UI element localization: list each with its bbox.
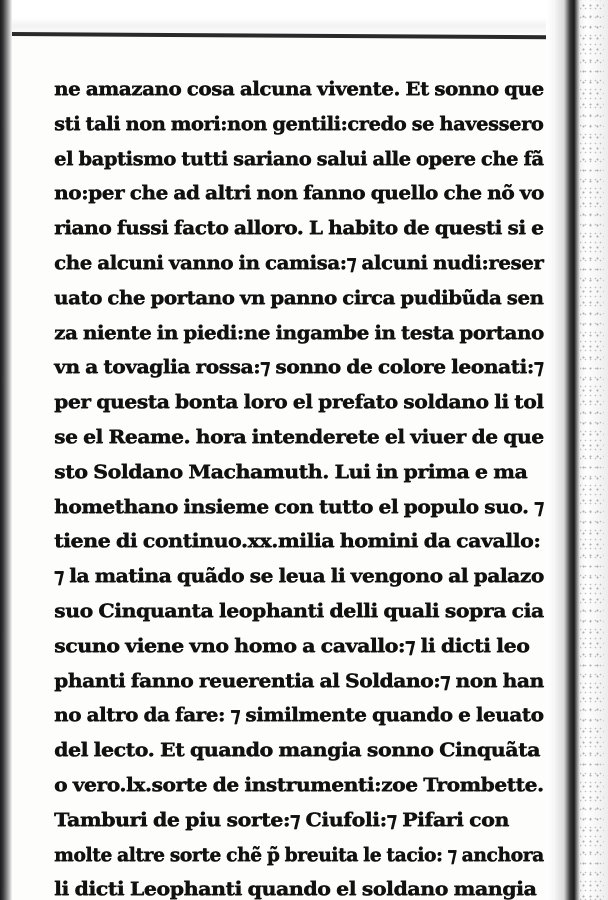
text-line: molte altre sorte chẽ p̃ breuita le tacio: ⁊ anchora xyxy=(54,843,544,866)
text-line: sti tali non mori:non gentili:credo se havessero xyxy=(54,112,544,135)
text-line: suo Cinquanta leophanti delli quali sopra cia xyxy=(54,599,544,622)
text-line: li dicti Leophanti quando el soldano mangia xyxy=(54,878,537,900)
text-line: no:per che ad altri non fanno quello che nõ vo xyxy=(54,182,544,205)
text-line: Tamburi de piu sorte:⁊ Ciufoli:⁊ Pifari con xyxy=(54,808,509,831)
left-binding-shadow xyxy=(0,0,12,900)
text-line: scuno viene vno homo a cavallo:⁊ li dicti leo xyxy=(54,634,530,657)
page-top-edge xyxy=(0,0,608,36)
text-line: per questa bonta loro el prefato soldano li tol xyxy=(54,391,544,414)
right-edge-speckle xyxy=(580,0,604,900)
text-line: ⁊ la matina quãdo se leua li vengono al palazo xyxy=(54,565,544,588)
text-line: o vero.lx.sorte de instrumenti:zoe Trombette. xyxy=(54,773,544,796)
text-line: phanti fanno reuerentia al Soldano:⁊ non han xyxy=(54,669,544,692)
text-line: riano fussi facto alloro. L habito de questi si e xyxy=(54,217,544,240)
text-line: el baptismo tutti sariano salui alle opere che fã xyxy=(54,147,544,170)
text-line: uato che portano vn panno circa pudibũda sen xyxy=(54,286,544,309)
text-line: del lecto. Et quando mangia sonno Cinquãta xyxy=(54,739,540,762)
text-line: che alcuni vanno in camisa:⁊ alcuni nudi:reser xyxy=(54,251,544,274)
text-line: za niente in piedi:ne ingambe in testa portano xyxy=(54,321,544,344)
text-line: homethano insieme con tutto el populo suo. ⁊ xyxy=(54,495,544,518)
blackletter-text-block xyxy=(54,72,546,900)
text-line: vn a tovaglia rossa:⁊ sonno de colore leonati:⁊ xyxy=(54,356,544,379)
text-line: no altro da fare: ⁊ similmente quando e leuato xyxy=(54,704,544,727)
text-line: tiene di continuo.xx.milia homini da cavallo: xyxy=(54,530,541,553)
text-line: se el Reame. hora intenderete el viuer de que xyxy=(54,425,544,448)
text-line: ne amazano cosa alcuna vivente. Et sonno que xyxy=(54,78,544,100)
text-line: sto Soldano Machamuth. Lui in prima e ma xyxy=(54,460,528,483)
